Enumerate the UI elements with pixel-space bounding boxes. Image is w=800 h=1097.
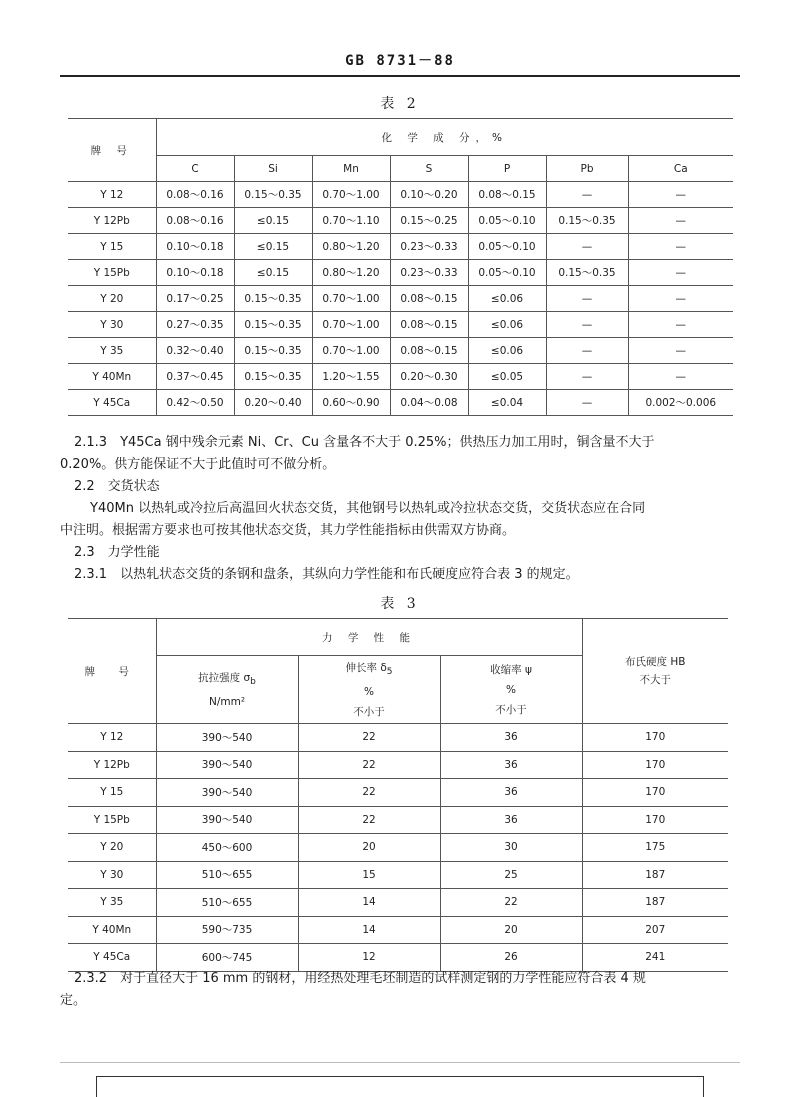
hardness-cell: 170	[582, 806, 728, 834]
footer-rule	[60, 1062, 740, 1063]
value-cell: ≤0.15	[234, 260, 312, 286]
table-row	[68, 286, 733, 312]
grade-cell: Y 12	[68, 182, 156, 208]
element-header: Ca	[628, 156, 733, 182]
reduction-cell: 30	[440, 834, 582, 862]
hardness-cell: 170	[582, 779, 728, 807]
elongation-name: 伸长率 δ	[345, 661, 387, 674]
element-header: P	[468, 156, 546, 182]
hardness-cell: 170	[582, 724, 728, 752]
value-cell: —	[628, 312, 733, 338]
value-cell: 0.002～0.006	[628, 390, 733, 416]
table-row	[68, 916, 728, 944]
element-header: Mn	[312, 156, 390, 182]
hardness-note: 不大于	[639, 674, 671, 686]
elongation-cell: 22	[298, 806, 440, 834]
value-cell: 0.15～0.35	[234, 182, 312, 208]
hardness-cell: 187	[582, 889, 728, 917]
table-row	[68, 312, 733, 338]
tensile-cell: 390～540	[156, 806, 298, 834]
reduction-cell: 36	[440, 751, 582, 779]
clause-2-3-2	[60, 968, 740, 1012]
reduction-cell: 36	[440, 806, 582, 834]
clause-text: 定。	[60, 993, 87, 1008]
value-cell: —	[628, 182, 733, 208]
elongation-cell: 14	[298, 916, 440, 944]
value-cell: 0.37～0.45	[156, 364, 234, 390]
reduction-cell: 20	[440, 916, 582, 944]
elongation-cell: 12	[298, 944, 440, 972]
value-cell: 0.08～0.15	[390, 286, 468, 312]
table-row	[68, 260, 733, 286]
grade-cell: Y 45Ca	[68, 390, 156, 416]
value-cell: —	[628, 208, 733, 234]
value-cell: 0.15～0.35	[546, 208, 628, 234]
grade-cell: Y 15Pb	[68, 260, 156, 286]
table-row	[68, 364, 733, 390]
value-cell: 0.42～0.50	[156, 390, 234, 416]
table-row	[68, 861, 728, 889]
clause-text: 2.3.2 对于直径大于 16 mm 的钢材，用经热处理毛坯制造的试样测定钢的力学性能应符合表 4 规	[74, 971, 646, 986]
table3-caption: 表 3	[380, 596, 420, 612]
tensile-sub: b	[250, 676, 256, 687]
value-cell: —	[628, 260, 733, 286]
value-cell: 1.20～1.55	[312, 364, 390, 390]
value-cell: 0.05～0.10	[468, 208, 546, 234]
value-cell: 0.20～0.40	[234, 390, 312, 416]
elongation-cell: 22	[298, 779, 440, 807]
reduction-cell: 22	[440, 889, 582, 917]
section-heading: 2.2 交货状态	[74, 479, 160, 494]
value-cell: 0.80～1.20	[312, 234, 390, 260]
value-cell: ≤0.05	[468, 364, 546, 390]
value-cell: —	[546, 234, 628, 260]
grade-header: 牌 号	[68, 619, 156, 724]
composition-header: 化 学 成 分，%	[156, 119, 733, 156]
tensile-cell: 510～655	[156, 861, 298, 889]
value-cell: 0.15～0.35	[234, 286, 312, 312]
value-cell: 0.80～1.20	[312, 260, 390, 286]
value-cell: 0.70～1.00	[312, 338, 390, 364]
hardness-cell: 241	[582, 944, 728, 972]
value-cell: 0.20～0.30	[390, 364, 468, 390]
grade-cell: Y 20	[68, 286, 156, 312]
elongation-header	[298, 656, 440, 724]
clause-text: 中注明。根据需方要求也可按其他状态交货，其力学性能指标由供需双方协商。	[60, 523, 516, 538]
hardness-header	[582, 619, 728, 724]
reduction-name: 收缩率 ψ	[490, 663, 532, 676]
grade-cell: Y 35	[68, 889, 156, 917]
table-row	[68, 779, 728, 807]
value-cell: 0.08～0.15	[390, 312, 468, 338]
table-row	[68, 208, 733, 234]
grade-cell: Y 15	[68, 779, 156, 807]
tensile-cell: 590～735	[156, 916, 298, 944]
value-cell: 0.15～0.35	[234, 364, 312, 390]
reduction-cell: 36	[440, 724, 582, 752]
value-cell: 0.04～0.08	[390, 390, 468, 416]
elongation-sub: 5	[386, 666, 393, 677]
value-cell: 0.70～1.00	[312, 312, 390, 338]
value-cell: 0.05～0.10	[468, 260, 546, 286]
grade-cell: Y 12Pb	[68, 751, 156, 779]
table-row	[68, 806, 728, 834]
chemical-composition-table	[68, 118, 733, 416]
table-row	[68, 834, 728, 862]
clause-text: 2.1.3 Y45Ca 钢中残余元素 Ni、Cr、Cu 含量各不大于 0.25%；供热压力加工用时，铜含量不大于	[74, 435, 655, 450]
table-row	[68, 182, 733, 208]
table-row	[68, 234, 733, 260]
reduction-cell: 25	[440, 861, 582, 889]
value-cell: 0.15～0.25	[390, 208, 468, 234]
value-cell: 0.23～0.33	[390, 234, 468, 260]
grade-cell: Y 30	[68, 861, 156, 889]
tensile-cell: 600～745	[156, 944, 298, 972]
standard-number: GB 8731－88	[345, 53, 455, 69]
table-row	[68, 724, 728, 752]
value-cell: 0.08～0.15	[390, 338, 468, 364]
value-cell: —	[546, 338, 628, 364]
mechanical-header: 力 学 性 能	[156, 619, 582, 656]
clause-text: 0.20%。供方能保证不大于此值时可不做分析。	[60, 457, 336, 472]
grade-header: 牌 号	[68, 119, 156, 182]
value-cell: ≤0.06	[468, 312, 546, 338]
hardness-cell: 170	[582, 751, 728, 779]
value-cell: 0.15～0.35	[546, 260, 628, 286]
reduction-cell: 36	[440, 779, 582, 807]
value-cell: 0.70～1.00	[312, 182, 390, 208]
element-header: Si	[234, 156, 312, 182]
element-header: S	[390, 156, 468, 182]
section-heading: 2.3 力学性能	[74, 545, 160, 560]
elongation-cell: 22	[298, 751, 440, 779]
reduction-unit: %	[506, 683, 516, 696]
hardness-name: 布氏硬度 HB	[625, 656, 686, 668]
header-rule	[60, 75, 740, 77]
value-cell: 0.70～1.00	[312, 286, 390, 312]
value-cell: —	[628, 364, 733, 390]
mechanical-properties-table	[68, 618, 728, 972]
table-row	[68, 338, 733, 364]
value-cell: ≤0.04	[468, 390, 546, 416]
table-row	[68, 390, 733, 416]
grade-cell: Y 40Mn	[68, 364, 156, 390]
value-cell: 0.10～0.18	[156, 234, 234, 260]
tensile-cell: 450～600	[156, 834, 298, 862]
hardness-cell: 175	[582, 834, 728, 862]
grade-cell: Y 20	[68, 834, 156, 862]
tensile-name: 抗拉强度 σ	[198, 671, 251, 684]
value-cell: ≤0.06	[468, 286, 546, 312]
clause-text: Y40Mn 以热轧或冷拉后高温回火状态交货，其他钢号以热轧或冷拉状态交货，交货状态应在合同	[90, 501, 646, 516]
value-cell: 0.10～0.20	[390, 182, 468, 208]
value-cell: 0.23～0.33	[390, 260, 468, 286]
elongation-cell: 14	[298, 889, 440, 917]
value-cell: ≤0.06	[468, 338, 546, 364]
grade-cell: Y 40Mn	[68, 916, 156, 944]
value-cell: 0.08～0.16	[156, 208, 234, 234]
footer-frame	[96, 1076, 704, 1097]
grade-cell: Y 12	[68, 724, 156, 752]
value-cell: ≤0.15	[234, 234, 312, 260]
value-cell: —	[546, 286, 628, 312]
value-cell: 0.08～0.16	[156, 182, 234, 208]
value-cell: —	[628, 286, 733, 312]
elongation-unit: %	[364, 685, 374, 698]
value-cell: 0.15～0.35	[234, 312, 312, 338]
tensile-cell: 390～540	[156, 751, 298, 779]
value-cell: —	[628, 338, 733, 364]
table-row	[68, 889, 728, 917]
elongation-cell: 20	[298, 834, 440, 862]
grade-cell: Y 30	[68, 312, 156, 338]
value-cell: 0.17～0.25	[156, 286, 234, 312]
value-cell: 0.70～1.10	[312, 208, 390, 234]
element-header: C	[156, 156, 234, 182]
value-cell: 0.15～0.35	[234, 338, 312, 364]
tensile-cell: 390～540	[156, 779, 298, 807]
grade-cell: Y 45Ca	[68, 944, 156, 972]
value-cell: 0.05～0.10	[468, 234, 546, 260]
value-cell: 0.32～0.40	[156, 338, 234, 364]
grade-cell: Y 15	[68, 234, 156, 260]
tensile-header	[156, 656, 298, 724]
clause-text: 2.3.1 以热轧状态交货的条钢和盘条，其纵向力学性能和布氏硬度应符合表 3 的规定。	[74, 567, 579, 582]
value-cell: —	[546, 364, 628, 390]
element-header: Pb	[546, 156, 628, 182]
value-cell: ≤0.15	[234, 208, 312, 234]
grade-cell: Y 12Pb	[68, 208, 156, 234]
tensile-cell: 390～540	[156, 724, 298, 752]
elongation-cell: 22	[298, 724, 440, 752]
reduction-cell: 26	[440, 944, 582, 972]
value-cell: 0.08～0.15	[468, 182, 546, 208]
grade-cell: Y 15Pb	[68, 806, 156, 834]
grade-cell: Y 35	[68, 338, 156, 364]
value-cell: —	[628, 234, 733, 260]
value-cell: 0.60～0.90	[312, 390, 390, 416]
reduction-note: 不小于	[495, 703, 527, 716]
elongation-cell: 15	[298, 861, 440, 889]
elongation-note: 不小于	[353, 705, 385, 718]
table-row	[68, 751, 728, 779]
table-row	[68, 944, 728, 972]
value-cell: —	[546, 182, 628, 208]
value-cell: —	[546, 390, 628, 416]
hardness-cell: 187	[582, 861, 728, 889]
reduction-header	[440, 656, 582, 724]
tensile-cell: 510～655	[156, 889, 298, 917]
tensile-unit: N/mm²	[208, 695, 246, 708]
value-cell: 0.10～0.18	[156, 260, 234, 286]
value-cell: 0.27～0.35	[156, 312, 234, 338]
clause-2-1-3	[60, 432, 740, 586]
hardness-cell: 207	[582, 916, 728, 944]
value-cell: —	[546, 312, 628, 338]
table2-caption: 表 2	[380, 96, 420, 112]
